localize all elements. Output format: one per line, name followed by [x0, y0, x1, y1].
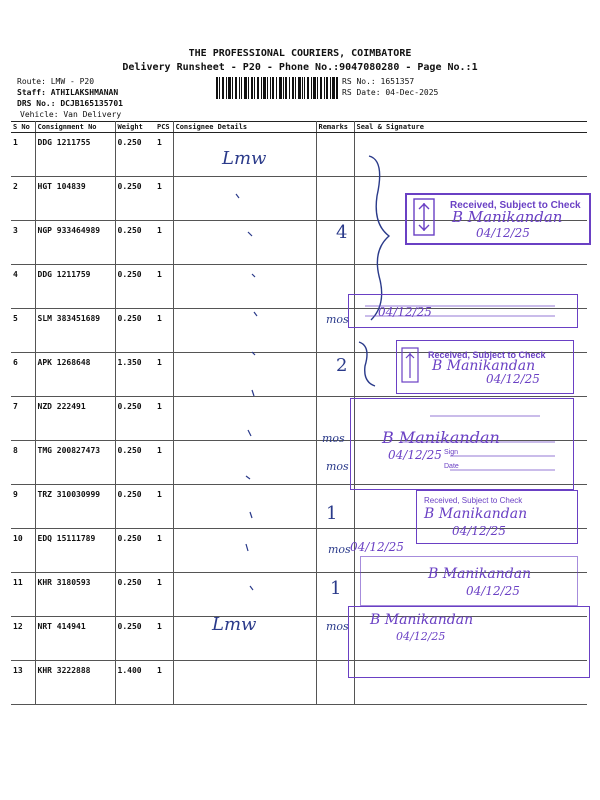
signature-initials: B Manikandan — [370, 612, 474, 628]
cell-sno: 8 — [11, 441, 35, 485]
cell-consignment: TMG 200827473 — [35, 441, 115, 485]
column-header-consignment: Consignment No — [35, 122, 115, 133]
runsheet-title: THE PROFESSIONAL COURIERS, COIMBATORE — [188, 48, 412, 59]
cell-consignee — [173, 661, 316, 705]
vehicle-label: Vehicle: Van Delivery — [20, 110, 122, 119]
signature-date: 04/12/25 — [466, 584, 520, 598]
cell-weight: 0.250 — [115, 177, 155, 221]
signature-name: B Manikandan — [428, 566, 532, 582]
cell-sno: 9 — [11, 485, 35, 529]
signature-date: 04/12/25 — [350, 540, 404, 554]
handwritten-remark-count: 1 — [330, 578, 342, 599]
staff-label: Staff: ATHILAKSHMANAN — [17, 88, 119, 97]
cell-remarks — [316, 221, 354, 265]
cell-sno: 7 — [11, 397, 35, 441]
received-stamp-text: Received, Subject to Check — [428, 350, 546, 360]
handwritten-mos: mos — [326, 313, 349, 326]
cell-pcs: 1 — [155, 661, 173, 705]
cell-pcs: 1 — [155, 265, 173, 309]
cell-pcs: 1 — [155, 397, 173, 441]
signature-date: 04/12/25 — [452, 524, 506, 538]
seal-date-label: Date — [444, 463, 459, 470]
signature-date: 04/12/25 — [378, 305, 432, 319]
column-header-weight: Weight — [115, 122, 155, 133]
cell-consignment: DDG 1211759 — [35, 265, 115, 309]
cell-weight: 0.250 — [115, 133, 155, 177]
column-header-sno: S No — [11, 122, 35, 133]
cell-sno: 3 — [11, 221, 35, 265]
signature-date: 04/12/25 — [486, 372, 540, 386]
cell-weight: 0.250 — [115, 529, 155, 573]
cell-sno: 5 — [11, 309, 35, 353]
cell-weight: 0.250 — [115, 617, 155, 661]
signature-name: B Manikandan — [432, 358, 536, 374]
handwritten-mos: mos — [328, 543, 351, 556]
cell-consignment: DDG 1211755 — [35, 133, 115, 177]
received-stamp-text: Received, Subject to Check — [424, 496, 523, 505]
drs-number: DRS No.: DCJB165135701 — [17, 99, 123, 108]
handwritten-consignee-top: Lmw — [222, 148, 267, 169]
handwritten-remark-count: 1 — [326, 503, 338, 524]
cell-consignment: NGP 933464989 — [35, 221, 115, 265]
cell-pcs: 1 — [155, 529, 173, 573]
cell-remarks — [316, 177, 354, 221]
cell-weight: 0.250 — [115, 397, 155, 441]
cell-pcs: 1 — [155, 133, 173, 177]
rs-number: RS No.: 1651357 — [342, 77, 415, 86]
cell-pcs: 1 — [155, 485, 173, 529]
cell-consignment: KHR 3222888 — [35, 661, 115, 705]
cell-weight: 0.250 — [115, 309, 155, 353]
brace-icon — [355, 150, 395, 410]
cell-sno: 13 — [11, 661, 35, 705]
handwritten-mos: mos — [326, 620, 349, 633]
cell-consignment: HGT 104839 — [35, 177, 115, 221]
seal-sign-label: Sign — [444, 449, 459, 456]
signature-name: B Manikandan — [452, 208, 563, 226]
signature-initials: B Manikandan — [382, 428, 500, 447]
cell-pcs: 1 — [155, 221, 173, 265]
signature-name: B Manikandan — [424, 506, 528, 522]
cell-pcs: 1 — [155, 617, 173, 661]
tick-marks-icon — [170, 150, 320, 620]
signature-date: 04/12/25 — [396, 630, 446, 643]
cell-weight: 0.250 — [115, 573, 155, 617]
column-header-consignee: Consignee Details — [173, 122, 316, 133]
cell-consignment: SLM 383451689 — [35, 309, 115, 353]
handwritten-consignee-bottom: Lmw — [212, 614, 257, 635]
cell-pcs: 1 — [155, 441, 173, 485]
cell-weight: 1.350 — [115, 353, 155, 397]
courier-logo-icon — [400, 346, 420, 384]
cell-sno: 12 — [11, 617, 35, 661]
cell-sno: 11 — [11, 573, 35, 617]
signature-date: 04/12/25 — [476, 226, 530, 240]
cell-weight: 0.250 — [115, 485, 155, 529]
cell-pcs: 1 — [155, 177, 173, 221]
column-header-seal-signature: Seal & Signature — [354, 122, 587, 133]
table-header-row — [11, 122, 587, 133]
cell-sno: 4 — [11, 265, 35, 309]
courier-logo-icon — [412, 197, 436, 237]
runsheet-subtitle: Delivery Runsheet - P20 - Phone No.:9047080280 - Page No.:1 — [122, 62, 478, 73]
cell-sno: 2 — [11, 177, 35, 221]
handwritten-remark-count: 2 — [336, 355, 348, 376]
cell-sno: 1 — [11, 133, 35, 177]
route-label: Route: LMW - P20 — [17, 77, 95, 86]
received-stamp-text: Received, Subject to Check — [450, 200, 581, 211]
cell-remarks — [316, 133, 354, 177]
signature-date: 04/12/25 — [388, 448, 442, 462]
cell-consignment: NRT 414941 — [35, 617, 115, 661]
cell-weight: 0.250 — [115, 441, 155, 485]
cell-consignment: APK 1268648 — [35, 353, 115, 397]
handwritten-mos: mos — [326, 460, 349, 473]
cell-consignment: EDQ 15111789 — [35, 529, 115, 573]
rs-date: RS Date: 04-Dec-2025 — [342, 88, 439, 97]
column-header-remarks: Remarks — [316, 122, 354, 133]
cell-remarks — [316, 353, 354, 397]
handwritten-mos: mos — [322, 432, 345, 445]
cell-sno: 6 — [11, 353, 35, 397]
cell-pcs: 1 — [155, 353, 173, 397]
handwritten-remark-count: 4 — [336, 222, 348, 243]
cell-weight: 0.250 — [115, 221, 155, 265]
barcode-icon — [216, 77, 338, 99]
cell-weight: 0.250 — [115, 265, 155, 309]
cell-weight: 1.400 — [115, 661, 155, 705]
column-header-pcs: PCS — [155, 122, 173, 133]
cell-consignment: NZD 222491 — [35, 397, 115, 441]
cell-pcs: 1 — [155, 573, 173, 617]
cell-sno: 10 — [11, 529, 35, 573]
cell-pcs: 1 — [155, 309, 173, 353]
cell-consignment: KHR 3180593 — [35, 573, 115, 617]
cell-consignment: TRZ 310030999 — [35, 485, 115, 529]
